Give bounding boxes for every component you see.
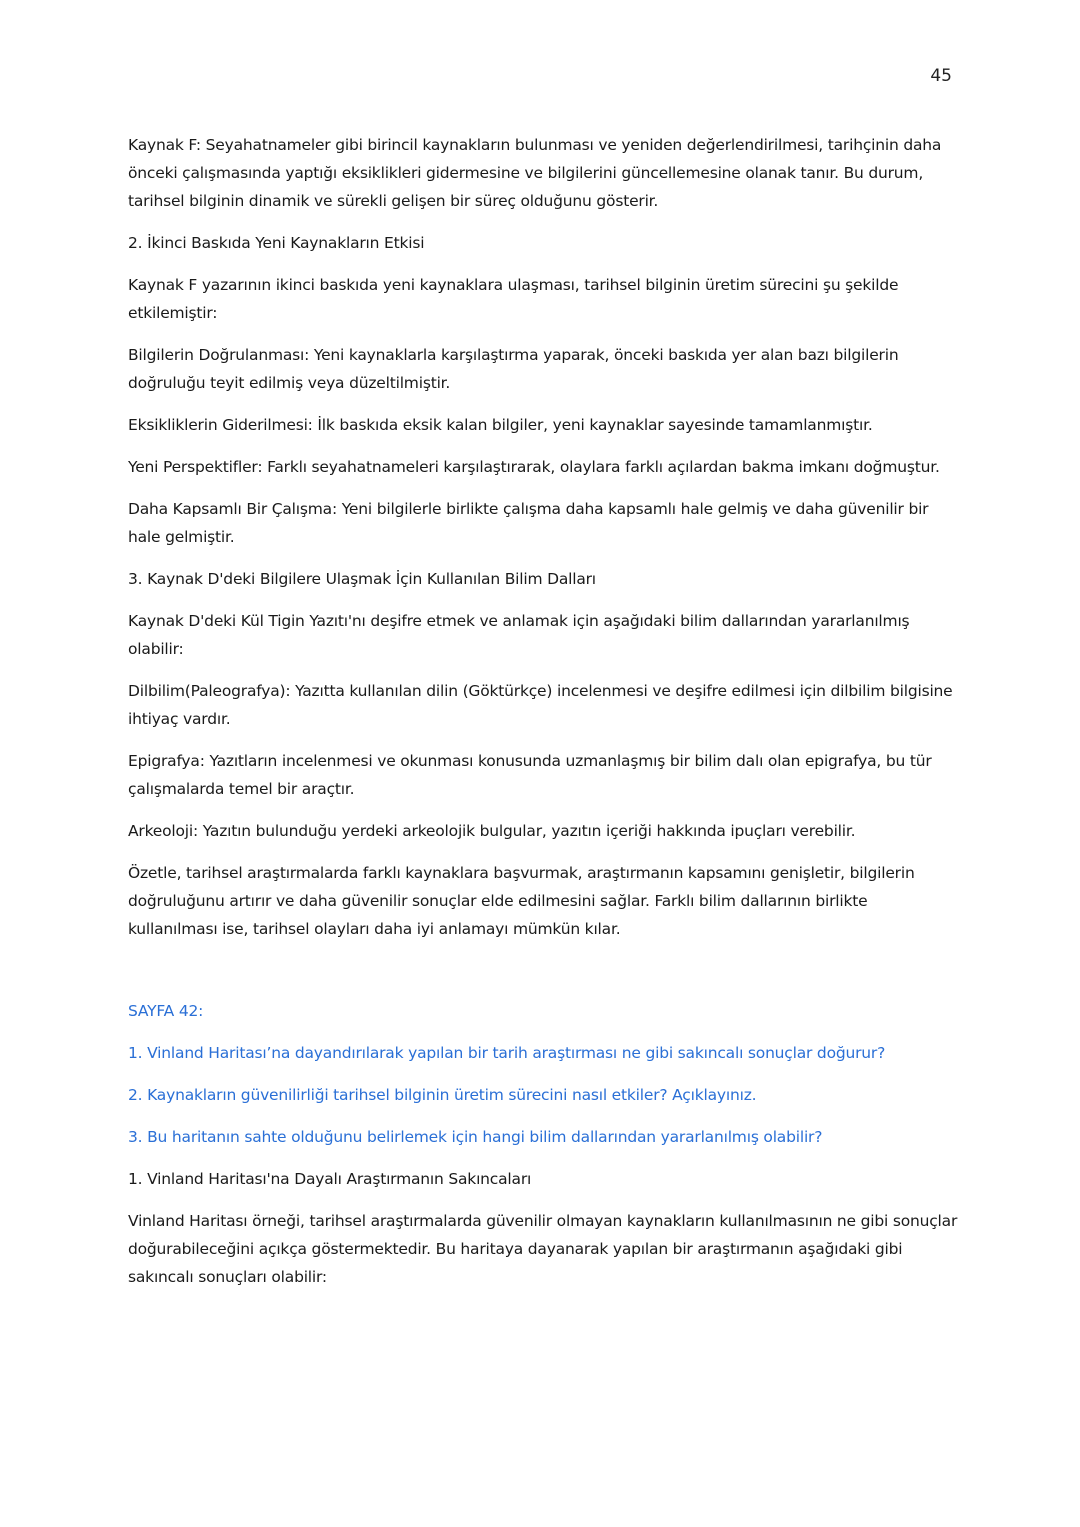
answer-heading-1: 1. Vinland Haritası'na Dayalı Araştırmanın Sakıncaları: [128, 1170, 532, 1188]
item-dilbilim: Dilbilim(Paleografya): Yazıtta kullanılan dilin (Göktürkçe) incelenmesi ve deşifre edilmesi için dilbilim bilgisine ihtiyaç vardır.: [128, 682, 953, 728]
section-spacer: [128, 957, 958, 997]
page-number: 45: [930, 66, 952, 86]
answer-body-1: Vinland Haritası örneği, tarihsel araştırmalarda güvenilir olmayan kaynakların kullanılmasının ne gibi sonuçlar doğurabileceğini açıkça göstermektedir. Bu haritaya dayanarak yapılan bir araştırmanın aşağıdaki gibi sakıncalı sonuçları olabilir:: [128, 1212, 958, 1286]
question-1: 1. Vinland Haritası’na dayandırılarak yapılan bir tarih araştırması ne gibi sakıncalı sonuçlar doğurur?: [128, 1044, 886, 1062]
kaynak-f-paragraph: Kaynak F: Seyahatnameler gibi birincil kaynakların bulunması ve yeniden değerlendirilmesi, tarihçinin daha önceki çalışmasında yaptığı eksiklikleri gidermesine ve bilgilerini güncellemesine olanak tanır. Bu durum, tarihsel bilginin dinamik ve sürekli gelişen bir süreç olduğunu gösterir.: [128, 136, 942, 210]
intro-paragraph-3: Kaynak D'deki Kül Tigin Yazıtı'nı deşifre etmek ve anlamak için aşağıdaki bilim dallarından yararlanılmış olabilir:: [128, 612, 910, 658]
intro-paragraph-2: Kaynak F yazarının ikinci baskıda yeni kaynaklara ulaşması, tarihsel bilginin üretim sürecini şu şekilde etkilemiştir:: [128, 276, 899, 322]
document-body: [128, 131, 958, 1305]
section-heading-2: 2. İkinci Baskıda Yeni Kaynakların Etkisi: [128, 234, 425, 252]
item-eksiklik: Eksikliklerin Giderilmesi: İlk baskıda eksik kalan bilgiler, yeni kaynaklar sayesinde tamamlanmıştır.: [128, 416, 873, 434]
item-perspektif: Yeni Perspektifler: Farklı seyahatnameleri karşılaştırarak, olaylara farklı açılardan bakma imkanı doğmuştur.: [128, 458, 940, 476]
item-kapsamli: Daha Kapsamlı Bir Çalışma: Yeni bilgilerle birlikte çalışma daha kapsamlı hale gelmiş ve daha güvenilir bir hale gelmiştir.: [128, 500, 929, 546]
item-dogrulanma: Bilgilerin Doğrulanması: Yeni kaynaklarla karşılaştırma yaparak, önceki baskıda yer alan bazı bilgilerin doğruluğu teyit edilmiş veya düzeltilmiştir.: [128, 346, 899, 392]
question-2: 2. Kaynakların güvenilirliği tarihsel bilginin üretim sürecini nasıl etkiler? Açıklayınız.: [128, 1086, 757, 1104]
item-arkeoloji: Arkeoloji: Yazıtın bulunduğu yerdeki arkeolojik bulgular, yazıtın içeriği hakkında ipuçları verebilir.: [128, 822, 856, 840]
question-3: 3. Bu haritanın sahte olduğunu belirlemek için hangi bilim dallarından yararlanılmış olabilir?: [128, 1128, 823, 1146]
item-epigrafya: Epigrafya: Yazıtların incelenmesi ve okunması konusunda uzmanlaşmış bir bilim dalı olan epigrafya, bu tür çalışmalarda temel bir araçtır.: [128, 752, 932, 798]
section-heading-3: 3. Kaynak D'deki Bilgilere Ulaşmak İçin Kullanılan Bilim Dalları: [128, 570, 596, 588]
sayfa-label: SAYFA 42:: [128, 1002, 204, 1020]
summary-paragraph: Özetle, tarihsel araştırmalarda farklı kaynaklara başvurmak, araştırmanın kapsamını genişletir, bilgilerin doğruluğunu artırır ve daha güvenilir sonuçlar elde edilmesini sağlar. Farklı bilim dallarının birlikte kullanılması ise, tarihsel olayları daha iyi anlamayı mümkün kılar.: [128, 864, 915, 938]
